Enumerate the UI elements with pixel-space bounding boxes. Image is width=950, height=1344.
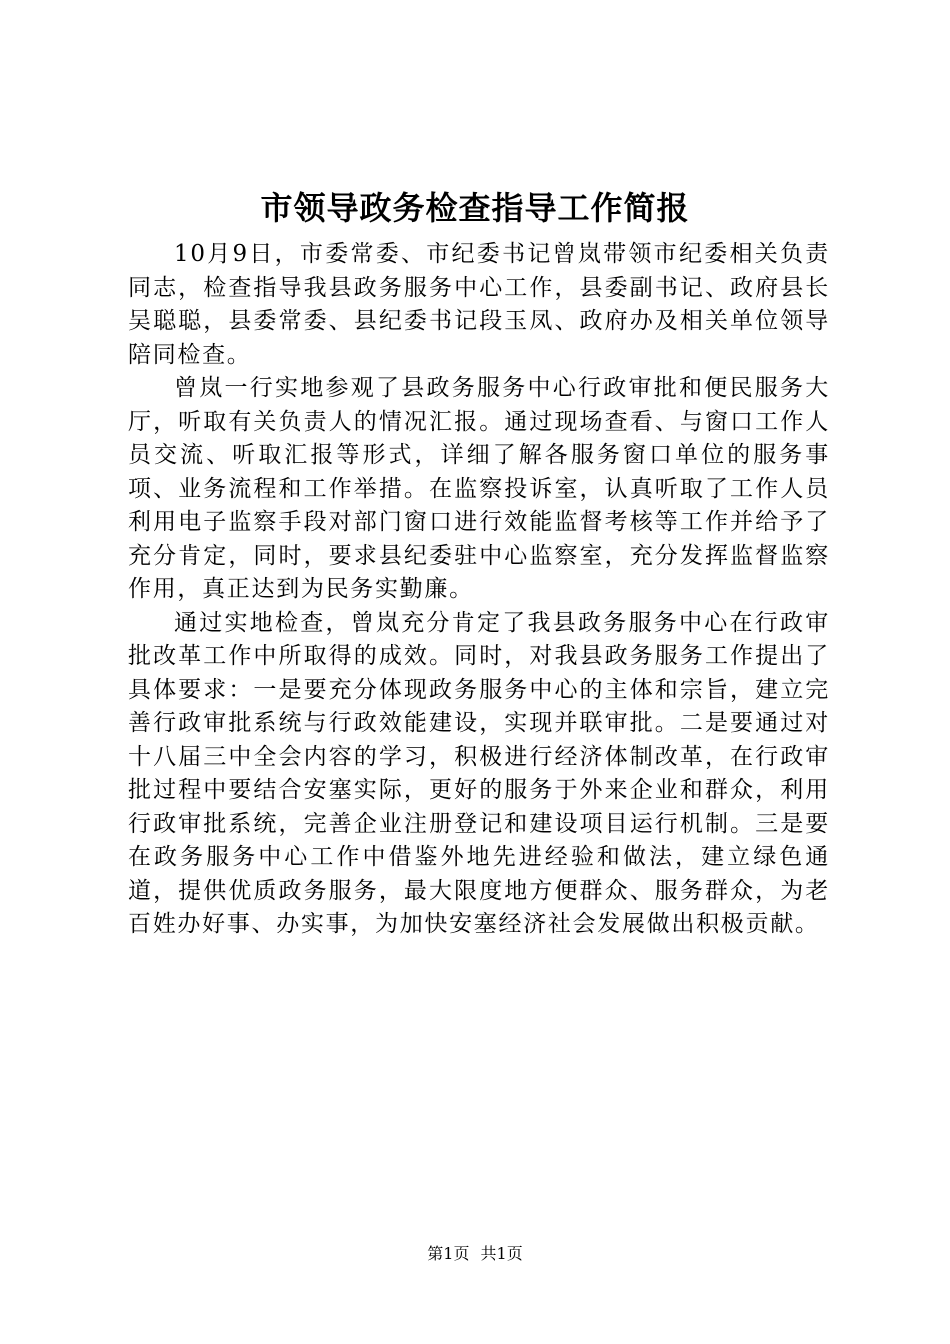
page-total: 共1页 <box>480 1244 523 1263</box>
document-body <box>128 238 830 942</box>
page-number: 第1页 <box>427 1244 470 1263</box>
document-title: 市领导政务检查指导工作简报 <box>260 189 690 227</box>
page-footer <box>0 1243 950 1265</box>
paragraph-2: 曾岚一行实地参观了县政务服务中心行政审批和便民服务大厅，听取有关负责人的情况汇报。通过现场查看、与窗口工作人员交流、听取汇报等形式，详细了解各服务窗口单位的服务事项、业务流程和工作举措。在监察投诉室，认真听取了工作人员利用电子监察手段对部门窗口进行效能监督考核等工作并给予了充分肯定，同时，要求县纪委驻中心监察室，充分发挥监督监察作用，真正达到为民务实勤廉。 <box>128 375 830 602</box>
paragraph-3: 通过实地检查，曾岚充分肯定了我县政务服务中心在行政审批改革工作中所取得的成效。同时，对我县政务服务工作提出了具体要求：一是要充分体现政务服务中心的主体和宗旨，建立完善行政审批系统与行政效能建设，实现并联审批。二是要通过对十八届三中全会内容的学习，积极进行经济体制改革，在行政审批过程中要结合安塞实际，更好的服务于外来企业和群众，利用行政审批系统，完善企业注册登记和建设项目运行机制。三是要在政务服务中心工作中借鉴外地先进经验和做法，建立绿色通道，提供优质政务服务，最大限度地方便群众、服务群众，为老百姓办好事、办实事，为加快安塞经济社会发展做出积极贡献。 <box>128 609 830 937</box>
paragraph-1: 10月9日，市委常委、市纪委书记曾岚带领市纪委相关负责同志，检查指导我县政务服务中心工作，县委副书记、政府县长吴聪聪，县委常委、县纪委书记段玉凤、政府办及相关单位领导陪同检查。 <box>128 241 830 368</box>
